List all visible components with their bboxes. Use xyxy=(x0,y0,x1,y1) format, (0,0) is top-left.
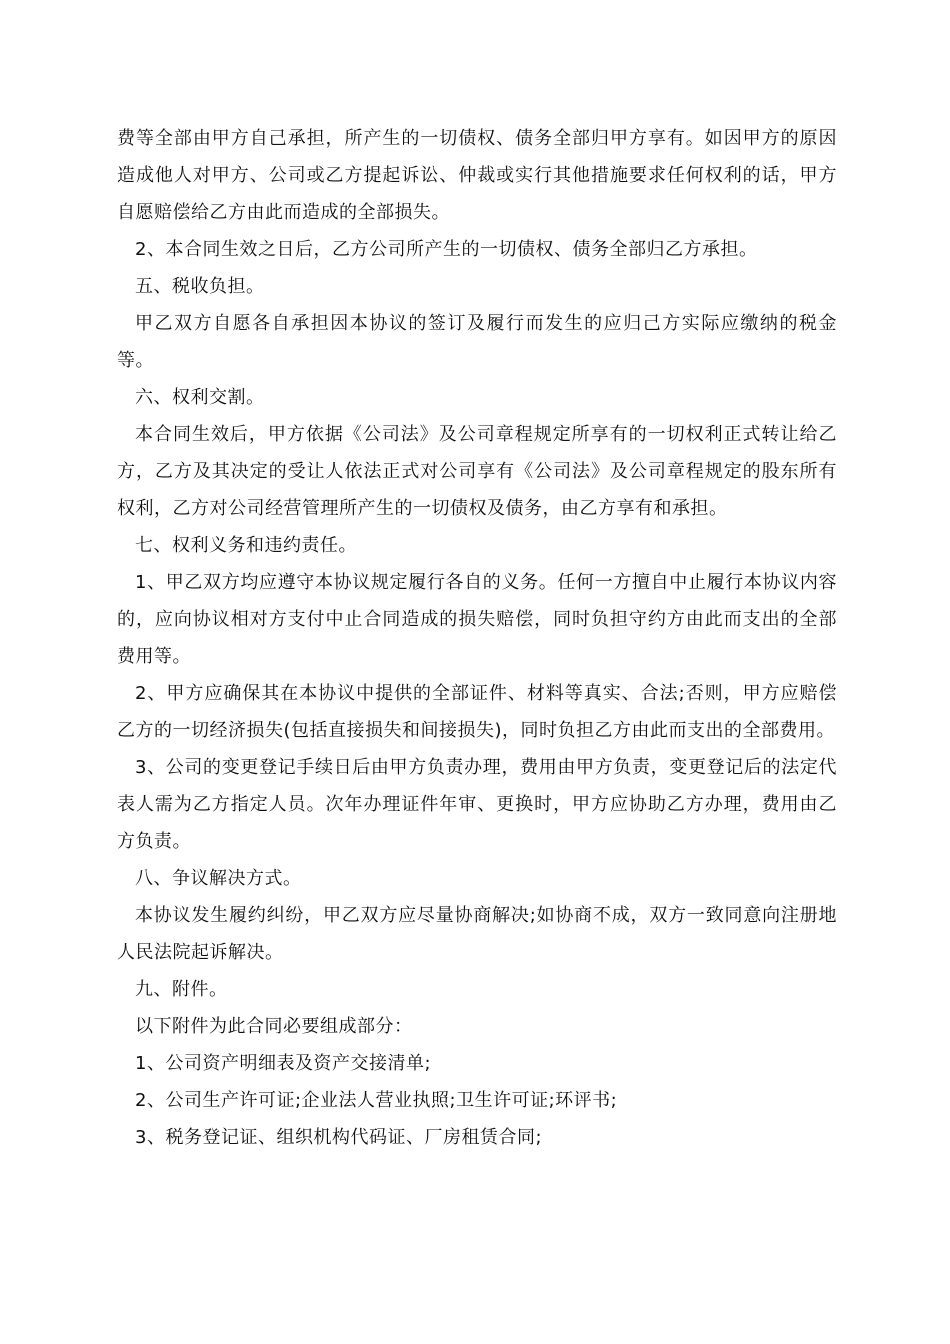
heading-section-5: 五、税收负担。 xyxy=(135,276,265,297)
paragraph-section-8: 本协议发生履约纠纷，甲乙双方应尽量协商解决;如协商不成，双方一致同意向注册地人民法院起诉解决。 xyxy=(117,905,837,963)
paragraph-clause-7-1: 1、甲乙双方均应遵守本协议规定履行各自的义务。任何一方擅自中止履行本协议内容的，应向协议相对方支付中止合同造成的损失赔偿，同时负担守约方由此而支出的全部费用等。 xyxy=(117,572,837,667)
paragraph-clause-4-2: 2、本合同生效之日后，乙方公司所产生的一切债权、债务全部归乙方承担。 xyxy=(135,239,758,260)
heading-section-8: 八、争议解决方式。 xyxy=(135,868,302,889)
paragraph-section-9-intro: 以下附件为此合同必要组成部分： xyxy=(135,1016,413,1037)
list-item-attachment-1: 1、公司资产明细表及资产交接清单; xyxy=(135,1053,432,1074)
heading-section-6: 六、权利交割。 xyxy=(135,387,265,408)
heading-section-7: 七、权利义务和违约责任。 xyxy=(135,535,357,556)
paragraph-section-5: 甲乙双方自愿各自承担因本协议的签订及履行而发生的应归己方实际应缴纳的税金等。 xyxy=(117,313,837,371)
list-item-attachment-3: 3、税务登记证、组织机构代码证、厂房租赁合同; xyxy=(135,1127,543,1148)
paragraph-continuation: 费等全部由甲方自己承担，所产生的一切债权、债务全部归甲方享有。如因甲方的原因造成他人对甲方、公司或乙方提起诉讼、仲裁或实行其他措施要求任何权利的话，甲方自愿赔偿给乙方由此而造成的全部损失。 xyxy=(117,128,837,223)
heading-section-9: 九、附件。 xyxy=(135,979,228,1000)
paragraph-section-6: 本合同生效后，甲方依据《公司法》及公司章程规定所享有的一切权利正式转让给乙方，乙方及其决定的受让人依法正式对公司享有《公司法》及公司章程规定的股东所有权利，乙方对公司经营管理所产生的一切债权及债务，由乙方享有和承担。 xyxy=(117,424,837,519)
list-item-attachment-2: 2、公司生产许可证;企业法人营业执照;卫生许可证;环评书; xyxy=(135,1090,618,1111)
paragraph-clause-7-2: 2、甲方应确保其在本协议中提供的全部证件、材料等真实、合法;否则，甲方应赔偿乙方的一切经济损失(包括直接损失和间接损失)，同时负担乙方由此而支出的全部费用。 xyxy=(117,683,837,741)
document-body xyxy=(117,120,837,1156)
paragraph-clause-7-3: 3、公司的变更登记手续日后由甲方负责办理，费用由甲方负责，变更登记后的法定代表人需为乙方指定人员。次年办理证件年审、更换时，甲方应协助乙方办理，费用由乙方负责。 xyxy=(117,757,837,852)
